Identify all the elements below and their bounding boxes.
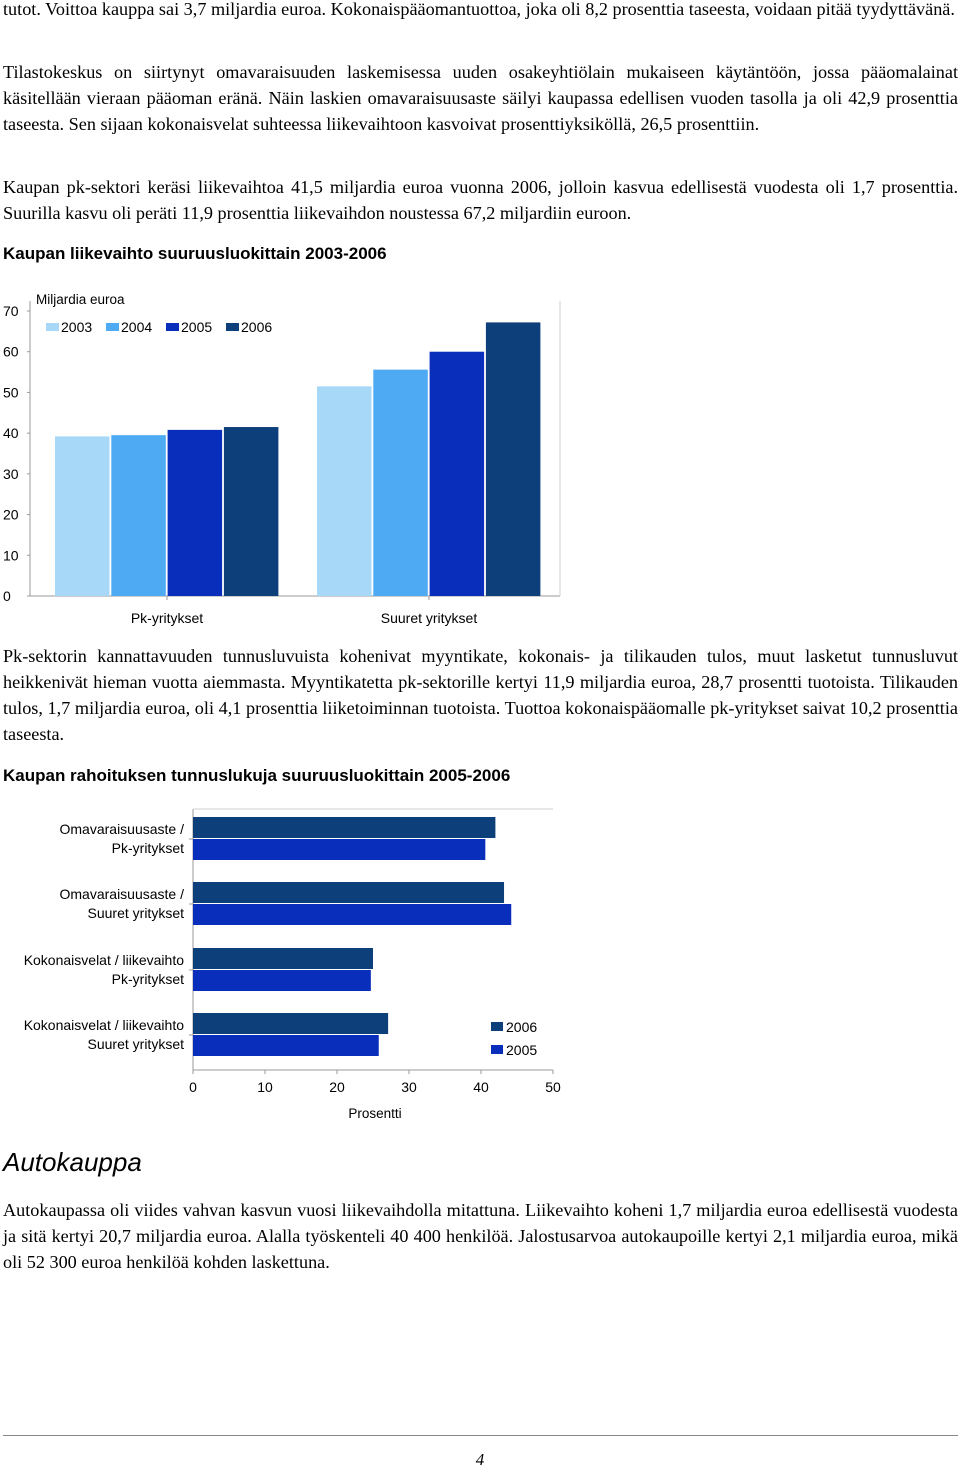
legend-swatch	[491, 1045, 503, 1054]
bar-2006	[193, 948, 373, 969]
bar-2004	[373, 370, 428, 596]
legend-label: 2004	[121, 319, 153, 335]
section-heading-autokauppa: Autokauppa	[3, 1147, 142, 1177]
y-category-label: Omavaraisuusaste /	[59, 821, 184, 837]
bar-2006	[486, 322, 541, 596]
y-tick-label: 10	[3, 547, 19, 564]
bar-2005	[168, 430, 223, 596]
y-tick-label: 30	[3, 465, 19, 482]
x-tick-label: 50	[545, 1079, 561, 1095]
legend-swatch	[106, 323, 119, 331]
bar-2006	[193, 882, 504, 903]
bar-2006	[193, 817, 495, 838]
y-axis-title: Miljardia euroa	[36, 292, 125, 307]
sme-sector-paragraph: Kaupan pk-sektori keräsi liikevaihtoa 41,5 miljardia euroa vuonna 2006, jolloin kasvua edellisestä vuodesta oli 1,7 prosenttia. Suurilla kasvu oli peräti 11,9 prosenttia liikevaihdon noustessa 67,2 miljardiin euroon.	[3, 177, 958, 223]
legend-label: 2006	[241, 319, 273, 335]
x-tick-label: 20	[329, 1079, 345, 1095]
bar-2005	[193, 904, 511, 925]
x-tick-label: 40	[473, 1079, 489, 1095]
x-tick-label: 0	[189, 1079, 197, 1095]
x-axis-title: Prosentti	[348, 1106, 402, 1121]
x-tick-label: 30	[401, 1079, 417, 1095]
y-tick-label: 20	[3, 506, 19, 523]
legend-swatch	[226, 323, 239, 331]
bar-2005	[193, 970, 371, 991]
x-category-label: Suuret yritykset	[380, 610, 478, 626]
bar-2003	[55, 436, 110, 596]
y-tick-label: 60	[3, 343, 19, 360]
capital-paragraph: Tilastokeskus on siirtynyt omavaraisuuden laskemisessa uuden osakeyhtiölain mukaiseen käytäntöön, jossa pääomalainat käsitellään vieraan pääoman eränä. Näin laskien omavaraisuusaste säilyi kaupassa edellisen vuoden tasolla ja oli 42,9 prosenttia taseesta. Sen sijaan kokonaisvelat suhteessa liikevaihtoon kasvoivat prosenttiyksiköllä, 26,5 prosenttiin.	[3, 62, 958, 134]
legend-swatch	[166, 323, 179, 331]
chart2-title: Kaupan rahoituksen tunnuslukuja suuruusluokittain 2005-2006	[3, 766, 511, 785]
page-number: 4	[475, 1450, 485, 1469]
y-tick-label: 70	[3, 303, 19, 319]
profitability-paragraph: Pk-sektorin kannattavuuden tunnusluvuista kohenivat myyntikate, kokonais- ja tilikauden tulos, muut lasketut tunnusluvut heikkenivät hieman vuotta aiemmasta. Myyntikatetta pk-sektorille kertyi 11,9 miljardia euroa, 28,7 prosentti tuotoista. Tilikauden tulos, 1,7 miljardia euroa, oli 4,1 prosenttia liiketoiminnan tuotoista. Tuottoa kokonaispääomalle pk-yritykset saivat 10,2 prosenttia taseesta.	[3, 646, 958, 744]
car-trade-paragraph: Autokaupassa oli viides vahvan kasvun vuosi liikevaihdolla mitattuna. Liikevaihto koheni 1,7 miljardia euroa edellisestä vuodesta ja sitä kertyi 20,7 miljardia euroa. Alalla työskenteli 40 400 henkilöä. Jalostusarvoa autokaupoille kertyi 2,1 miljardia euroa, mikä oli 52 300 euroa henkilöä kohden laskettuna.	[3, 1200, 958, 1272]
chart1-title: Kaupan liikevaihto suuruusluokittain 2003-2006	[3, 244, 387, 263]
bar-2005	[430, 352, 485, 596]
bar-2003	[317, 386, 372, 596]
bar-2006	[193, 1013, 388, 1034]
legend-swatch	[46, 323, 59, 331]
y-tick-label: 0	[3, 588, 11, 604]
bar-2004	[111, 435, 166, 596]
legend-label: 2006	[506, 1019, 538, 1035]
y-category-label: Pk-yritykset	[111, 971, 184, 987]
legend-label: 2005	[181, 319, 213, 335]
y-category-label: Pk-yritykset	[111, 840, 184, 856]
bar-2005	[193, 839, 485, 860]
y-category-label: Suuret yritykset	[87, 1036, 184, 1052]
x-tick-label: 10	[257, 1079, 273, 1095]
x-category-label: Pk-yritykset	[130, 610, 204, 626]
y-category-label: Omavaraisuusaste /	[59, 886, 184, 902]
financing-chart	[0, 805, 580, 1125]
legend-swatch	[491, 1022, 503, 1031]
y-tick-label: 50	[3, 384, 19, 401]
y-category-label: Kokonaisvelat / liikevaihto	[23, 1017, 184, 1033]
legend-label: 2005	[506, 1042, 538, 1058]
y-category-label: Kokonaisvelat / liikevaihto	[23, 952, 184, 968]
footer-divider	[3, 1435, 958, 1436]
legend-label: 2003	[61, 319, 93, 335]
intro-paragraph: tutot. Voittoa kauppa sai 3,7 miljardia euroa. Kokonaispääomantuottoa, joka oli 8,2 prosenttia taseesta, voidaan pitää tyydyttävänä.	[3, 0, 955, 19]
bar-2006	[224, 427, 279, 596]
bar-2005	[193, 1035, 379, 1056]
y-tick-label: 40	[3, 425, 19, 442]
y-category-label: Suuret yritykset	[87, 905, 184, 921]
turnover-chart	[0, 285, 580, 630]
